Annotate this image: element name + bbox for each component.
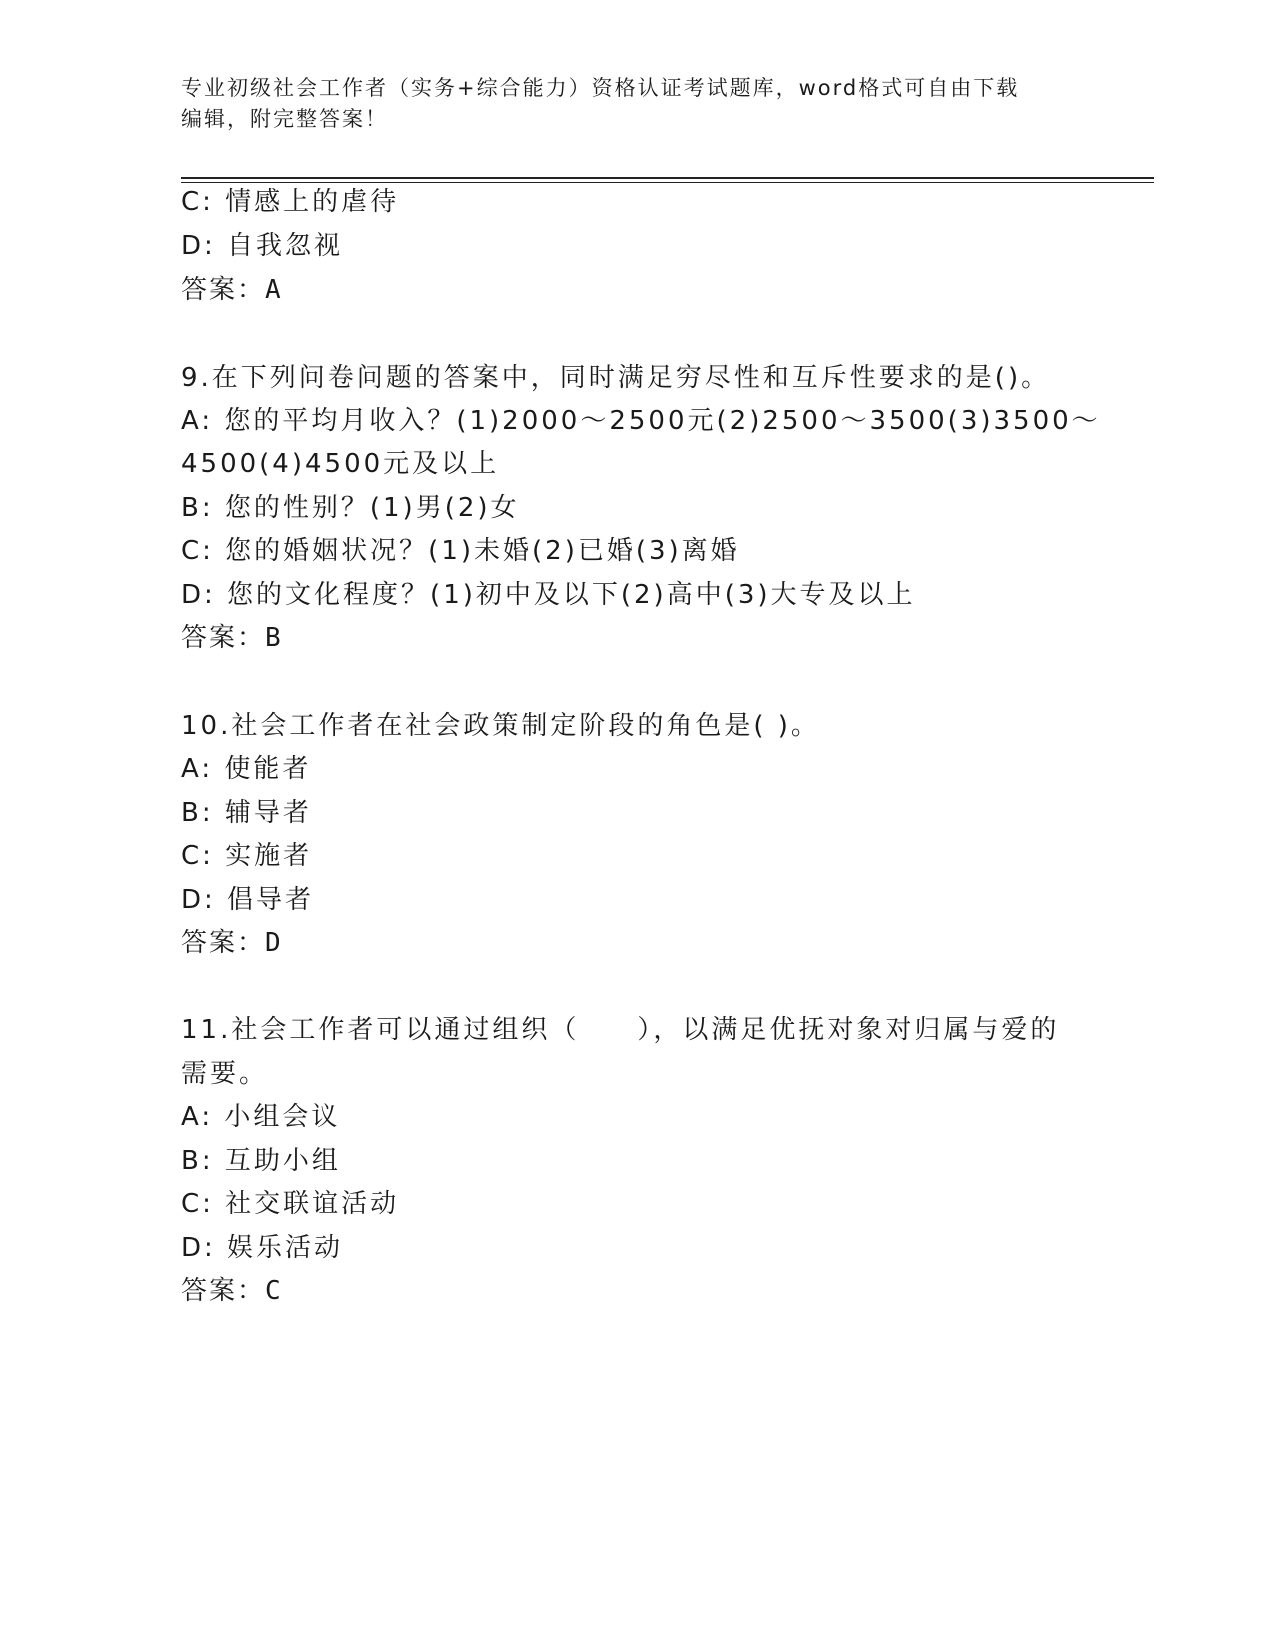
- q8-option-d: D: 自我忽视: [181, 231, 344, 261]
- q11-answer: 答案：C: [181, 1276, 283, 1306]
- q11-stem-line1: 11.社会工作者可以通过组织（ ），以满足优抚对象对归属与爱的: [181, 1015, 1060, 1045]
- q9-option-a-line2: 4500(4)4500元及以上: [181, 449, 500, 479]
- q10-stem: 10.社会工作者在社会政策制定阶段的角色是( )。: [181, 711, 820, 741]
- q10-answer: 答案：D: [181, 928, 283, 958]
- q9-answer: 答案：B: [181, 623, 283, 653]
- q8-option-c: C: 情感上的虐待: [181, 187, 400, 217]
- header-divider-thin: [181, 182, 1154, 183]
- q8-answer: 答案：A: [181, 275, 283, 305]
- q9-option-c: C: 您的婚姻状况？(1)未婚(2)已婚(3)离婚: [181, 536, 740, 566]
- q9-option-d: D: 您的文化程度？(1)初中及以下(2)高中(3)大专及以上: [181, 580, 916, 610]
- q10-option-c: C: 实施者: [181, 841, 313, 871]
- q11-stem-line2: 需要。: [181, 1059, 269, 1089]
- q9-stem: 9.在下列问卷问题的答案中，同时满足穷尽性和互斥性要求的是()。: [181, 363, 1051, 393]
- q10-option-b: B: 辅导者: [181, 798, 312, 828]
- header-divider-thick: [181, 177, 1154, 179]
- document-header: [181, 73, 1081, 135]
- header-title-line2: 编辑，附完整答案！: [181, 107, 388, 131]
- q9-option-b: B: 您的性别？(1)男(2)女: [181, 493, 520, 523]
- q10-option-d: D: 倡导者: [181, 885, 315, 915]
- q9-option-a-line1: A: 您的平均月收入？(1)2000～2500元(2)2500～3500(3)3500～: [181, 406, 1101, 436]
- q10-option-a: A: 使能者: [181, 754, 312, 784]
- q11-option-a: A: 小组会议: [181, 1102, 341, 1132]
- q11-option-d: D: 娱乐活动: [181, 1233, 344, 1263]
- q11-option-c: C: 社交联谊活动: [181, 1189, 400, 1219]
- q11-option-b: B: 互助小组: [181, 1146, 341, 1176]
- header-title-line1: 专业初级社会工作者（实务+综合能力）资格认证考试题库，word格式可自由下载: [181, 76, 1020, 100]
